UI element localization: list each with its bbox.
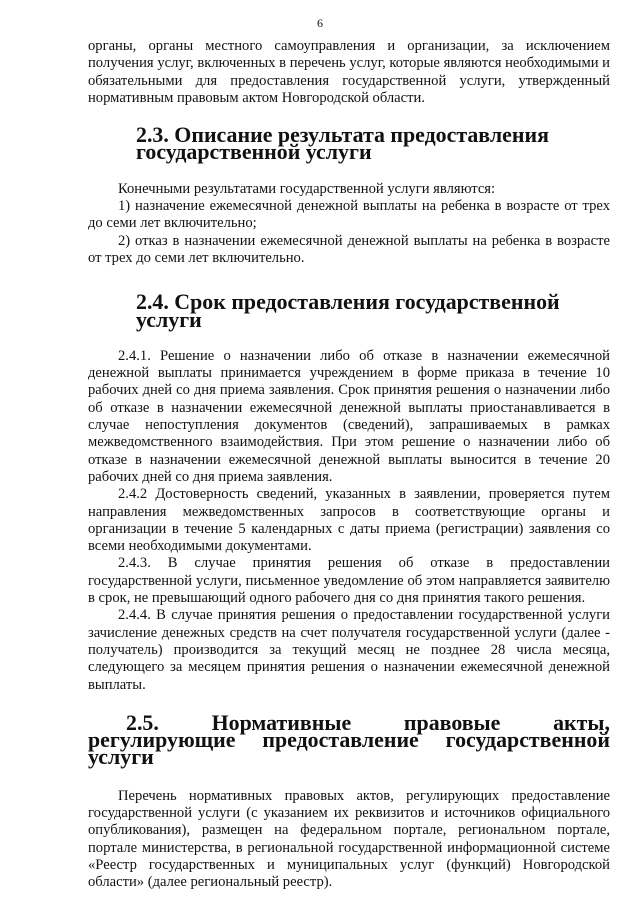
page-number: 6 <box>317 16 323 30</box>
section-2-3-lead: Конечными результатами государственной услуги являются: <box>118 180 496 197</box>
section-2-4-heading: 2.4. Срок предоставления государственной услуги <box>136 289 560 332</box>
section-2-4-paragraph-1: 2.4.1. Решение о назначении либо об отказе в назначении ежемесячной денежной выплаты принимается учреждением в форме приказа в течение 10 рабочих дней со дня приема заявления. Срок принятия решения о назначении либо об отказе в назначении ежемесячной денежной выплаты приостанавливается в случае непоступления документов (сведений), запрашиваемых в рамках межведомственного взаимодействия. При этом решение о назначении либо об отказе в назначении ежемесячной денежной выплаты выносится в течение 20 рабочих дней со дня приема заявления. <box>88 347 610 485</box>
section-2-4-paragraph-3: 2.4.3. В случае принятия решения об отказе в предоставлении государственной услуги, письменное уведомление об этом направляется заявителю в срок, не превышающий одного рабочего дня со дня принятия такого решения. <box>88 555 610 607</box>
section-2-5-paragraph-1: Перечень нормативных правовых актов, регулирующих предоставление государственной услуги (с указанием их реквизитов и источников официального опубликования), размещен на федеральном портале, региональном портале, портале министерства, в региональной государственной информационной системе «Реестр государственных и муниципальных услуг (функций) Новгородской области» (далее региональный реестр). <box>88 787 610 891</box>
page-content <box>88 38 610 891</box>
section-2-4-paragraph-2: 2.4.2 Достоверность сведений, указанных в заявлении, проверяется путем направления межведомственных запросов в соответствующие органы и организации в течение 5 календарных с даты приема (регистрации) заявления со всеми необходимыми документами. <box>88 486 610 555</box>
section-2-3-item-1: 1) назначение ежемесячной денежной выплаты на ребенка в возрасте от трех до семи лет включительно; <box>88 198 610 232</box>
section-2-3-heading: 2.3. Описание результата предоставления государственной услуги <box>136 122 549 165</box>
section-2-3-item-2: 2) отказ в назначении ежемесячной денежной выплаты на ребенка в возрасте от трех до семи лет включительно. <box>88 232 610 266</box>
section-2-5-heading: 2.5. Нормативные правовые акты, регулирующие предоставление государственной услуги <box>88 709 610 770</box>
section-2-4-paragraph-4: 2.4.4. В случае принятия решения о предоставлении государственной услуги зачисление денежных средств на счет получателя государственной услуги (далее - получатель) производится за текущий месяц не позднее 28 числа месяца, следующего за месяцем принятия решения о назначении ежемесячной денежной выплаты. <box>88 607 610 693</box>
intro-paragraph: органы, органы местного самоуправления и организации, за исключением получения услуг, включенных в перечень услуг, которые являются необходимыми и обязательными для предоставления государственной услуги, утвержденный нормативным правовым актом Новгородской области. <box>88 38 610 106</box>
